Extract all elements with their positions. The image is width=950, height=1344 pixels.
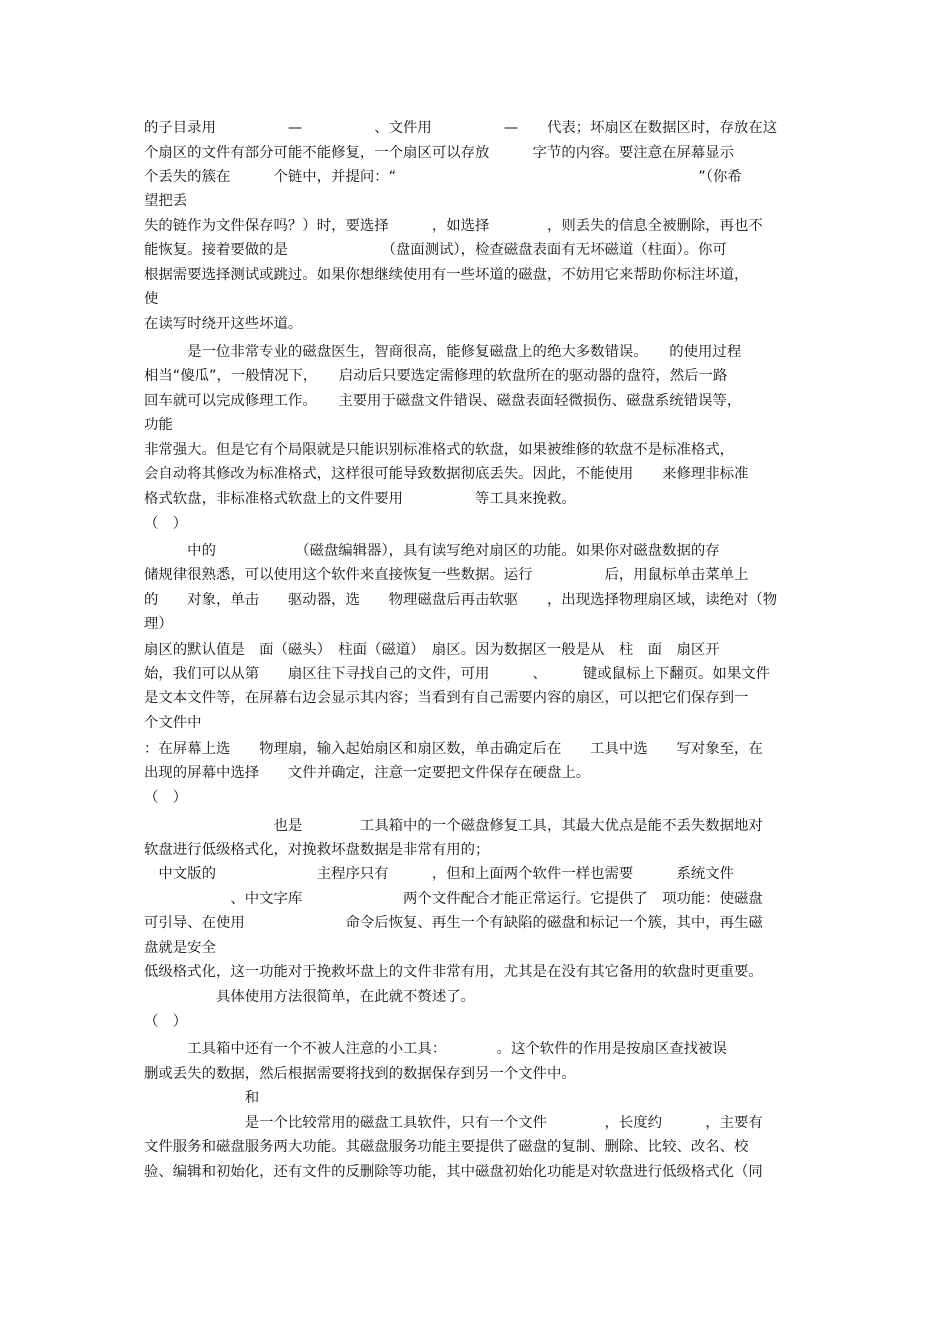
text-line: 删或丢失的数据，然后根据需要将找到的数据保存到另一个文件中。 [144, 1066, 576, 1082]
text-line: 中的 （磁盘编辑器），具有读写绝对扇区的功能。如果你对磁盘数据的存 [144, 543, 720, 559]
text-line: 可引导、在使用 命令后恢复、再生一个有缺陷的磁盘和标记一个簇，其中，再生磁 [144, 915, 763, 931]
text-line: 具体使用方法很简单，在此就不赘述了。 [144, 989, 475, 1005]
text-line: 是文本文件等，在屏幕右边会显示其内容；当看到有自己需要内容的扇区，可以把它们保存到一 [144, 690, 749, 706]
text-line: 使 [144, 291, 159, 307]
text-line: 相当“傻瓜”，一般情况下， 启动后只要选定需修理的软盘所在的驱动器的盘符，然后一路 [144, 368, 728, 384]
text-line: 个文件中 [144, 715, 202, 731]
text-line: 验、编辑和初始化，还有文件的反删除等功能，其中磁盘初始化功能是对软盘进行低级格式化（同 [144, 1164, 763, 1180]
text-line: 储规律很熟悉，可以使用这个软件来直接恢复一些数据。运行 后，用鼠标单击菜单上 [144, 567, 749, 583]
text-line: 扇区的默认值是 面（磁头） 柱面（磁道） 扇区。因为数据区一般是从 柱 面 扇区开 [144, 642, 720, 658]
text-line: 中文版的 主程序只有 ，但和上面两个软件一样也需要 系统文件 [144, 866, 735, 882]
text-line: 的 对象，单击 驱动器，选 物理磁盘后再击软驱 ，出现选择物理扇区域，读绝对（物 [144, 592, 778, 608]
text-line: 、中文字库 两个文件配合才能正常运行。它提供了 项功能：使磁盘 [144, 891, 763, 907]
text-line: （ ） [144, 516, 188, 532]
text-line: 也是 工具箱中的一个磁盘修复工具，其最大优点是能不丢失数据地对 [144, 818, 763, 834]
text-line: 盘就是安全 [144, 940, 216, 956]
text-line: 和 [144, 1090, 260, 1106]
text-line: 在读写时绕开这些坏道。 [144, 316, 303, 332]
text-line: 个扇区的文件有部分可能不能修复，一个扇区可以存放 字节的内容。要注意在屏幕显示 [144, 145, 735, 161]
text-line: 非常强大。但是它有个局限就是只能识别标准格式的软盘，如果被维修的软盘不是标准格式， [144, 442, 735, 458]
text-line: 能恢复。接着要做的是 （盘面测试），检查磁盘表面有无坏磁道（柱面）。你可 [144, 242, 727, 258]
text-line: 是一位非常专业的磁盘医生，智商很高，能修复磁盘上的绝大多数错误。 的使用过程 [144, 344, 742, 360]
text-line: 始，我们可以从第 扇区往下寻找自己的文件，可用 、 键或鼠标上下翻页。如果文件 [144, 666, 770, 682]
text-line: 出现的屏幕中选择 文件并确定，注意一定要把文件保存在硬盘上。 [144, 765, 591, 781]
text-line: 格式软盘，非标准格式软盘上的文件要用 等工具来挽救。 [144, 491, 576, 507]
text-line: （ ） [144, 1014, 188, 1030]
text-line: 的子目录用 — 、文件用 — 代表；坏扇区在数据区时，存放在这 [144, 120, 778, 136]
text-line: 低级格式化，这一功能对于挽救坏盘上的文件非常有用，尤其是在没有其它备用的软盘时更重要。 [144, 964, 763, 980]
text-line: ：在屏幕上选 物理扇，输入起始扇区和扇区数，单击确定后在 工具中选 写对象至，在 [144, 741, 763, 757]
text-line: 个丢失的簇在 个链中，并提问：“ ”（你希 [144, 169, 742, 185]
text-line: 软盘进行低级格式化，对挽救坏盘数据是非常有用的； [144, 842, 490, 858]
text-line: 是一个比较常用的磁盘工具软件，只有一个文件 ，长度约 ，主要有 [144, 1115, 763, 1131]
text-line: 工具箱中还有一个不被人注意的小工具： 。这个软件的作用是按扇区查找被误 [144, 1041, 727, 1057]
text-line: 根据需要选择测试或跳过。如果你想继续使用有一些坏道的磁盘，不妨用它来帮助你标注坏道， [144, 267, 749, 283]
text-line: （ ） [144, 790, 188, 806]
text-line: 理） [144, 616, 173, 632]
text-line: 文件服务和磁盘服务两大功能。其磁盘服务功能主要提供了磁盘的复制、删除、比较、改名、校 [144, 1139, 749, 1155]
text-line: 回车就可以完成修理工作。 主要用于磁盘文件错误、磁盘表面轻微损伤、磁盘系统错误等， [144, 393, 742, 409]
text-line: 会自动将其修改为标准格式，这样很可能导致数据彻底丢失。因此，不能使用 来修理非标准 [144, 466, 749, 482]
text-line: 望把丢 [144, 193, 188, 209]
text-line: 功能 [144, 417, 173, 433]
text-line: 失的链作为文件保存吗？）时，要选择 ，如选择 ，则丢失的信息全被删除，再也不 [144, 218, 763, 234]
